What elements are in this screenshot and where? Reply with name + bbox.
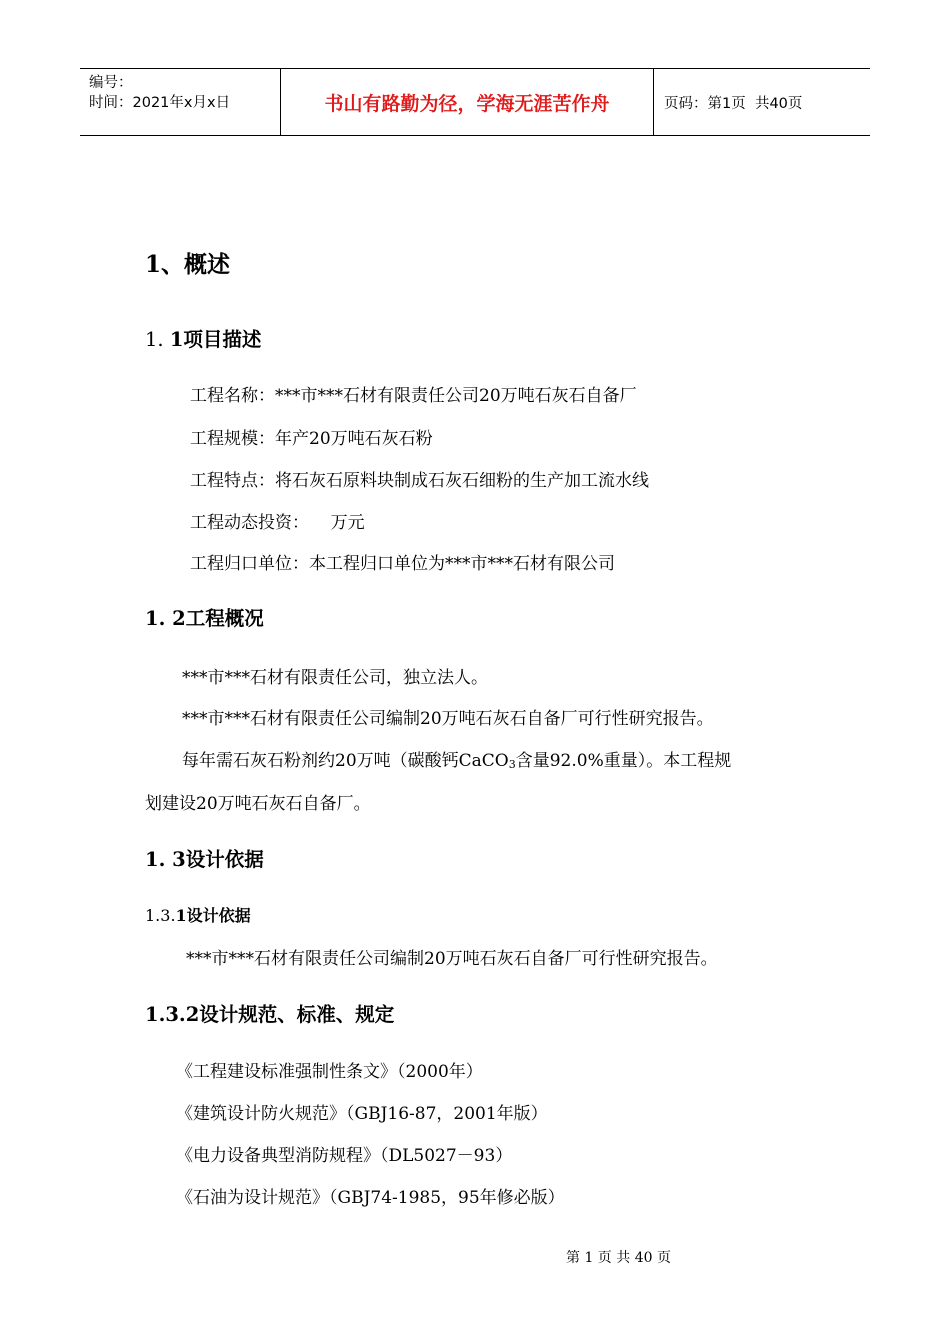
section-1-3-1-title: 1设计依据 [175, 906, 251, 925]
header-meta [80, 69, 281, 135]
project-name-line: 工程名称：***市***石材有限责任公司20万吨石灰石自备厂 [190, 386, 637, 406]
footer-page-number: 第 1 页 共 40 页 [566, 1250, 671, 1266]
number-label: 编号： [89, 75, 133, 91]
overview-para-2: ***市***石材有限责任公司编制20万吨石灰石自备厂可行性研究报告。 [182, 709, 714, 729]
overview-para-3 [182, 746, 731, 771]
header-motto: 书山有路勤为径，学海无涯苦作舟 [281, 69, 654, 135]
project-unit-line: 工程归口单位：本工程归口单位为***市***石材有限公司 [190, 554, 615, 574]
chapter-title: 1、概述 [145, 251, 231, 278]
section-1-3-1-number: 1.3. [145, 906, 176, 925]
reference-item: 《工程建设标准强制性条文》（2000年） [176, 1062, 483, 1082]
overview-para-3-b: 含量92.0%重量）。本工程规 [515, 751, 732, 771]
header-page-info [654, 69, 870, 135]
section-1-1-number: 1. [145, 328, 170, 351]
reference-item: 《建筑设计防火规范》（GBJ16-87，2001年版） [176, 1104, 548, 1124]
project-investment-line: 工程动态投资： 万元 [190, 513, 365, 533]
section-1-3-heading: 1. 3设计依据 [145, 848, 264, 871]
page-info-text: 页码：第1页 共40页 [664, 95, 803, 112]
section-1-1-title: 1项目描述 [169, 328, 262, 351]
section-1-2-heading: 1. 2工程概况 [145, 607, 264, 630]
overview-para-1: ***市***石材有限责任公司，独立法人。 [182, 668, 488, 688]
reference-item: 《石油为设计规范》（GBJ74-1985，95年修必版） [176, 1188, 565, 1208]
date-label: 时间：2021年x月x日 [89, 95, 231, 111]
overview-para-3-cont: 划建设20万吨石灰石自备厂。 [145, 794, 371, 814]
overview-para-3-sub: 3 [508, 758, 516, 771]
design-basis-text: ***市***石材有限责任公司编制20万吨石灰石自备厂可行性研究报告。 [186, 949, 718, 969]
section-1-1-heading [145, 324, 261, 352]
project-feature-line: 工程特点：将石灰石原料块制成石灰石细粉的生产加工流水线 [190, 471, 649, 491]
page-header [80, 68, 870, 136]
section-1-3-1-heading [145, 903, 251, 926]
overview-para-3-a: 每年需石灰石粉剂约20万吨（碳酸钙CaCO [182, 751, 509, 771]
reference-item: 《电力设备典型消防规程》（DL5027－93） [176, 1146, 513, 1166]
section-1-3-2-heading: 1.3.2设计规范、标准、规定 [145, 1003, 395, 1026]
project-scale-line: 工程规模：年产20万吨石灰石粉 [190, 429, 433, 449]
